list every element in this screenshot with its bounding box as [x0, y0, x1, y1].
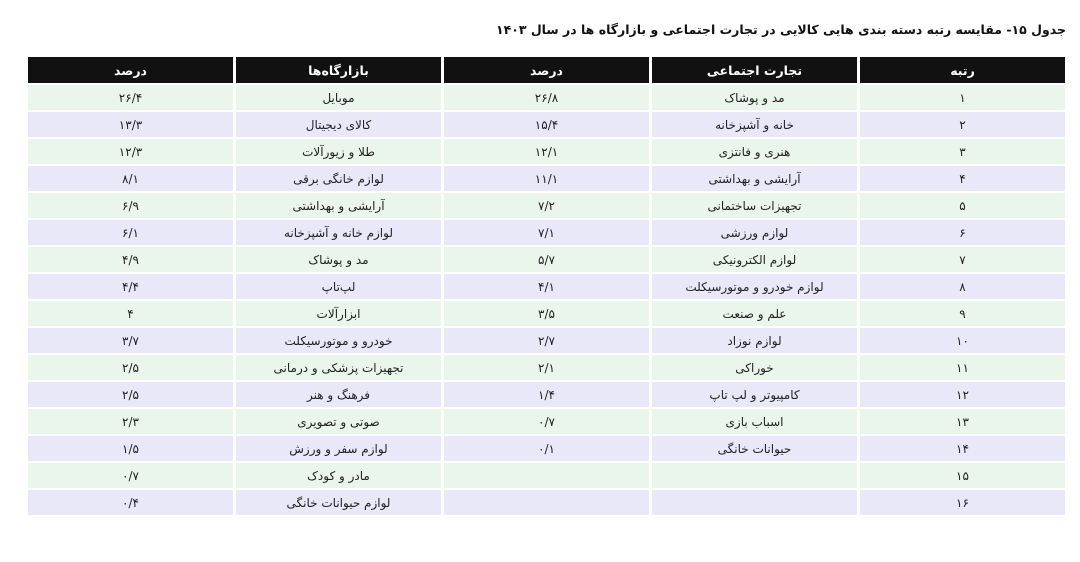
rank-cell: ۲: [860, 112, 1065, 137]
social-percent-cell: ۴/۱: [444, 274, 649, 299]
table-row: [28, 382, 1065, 407]
social-category-cell: آرایشی و بهداشتی: [652, 166, 857, 191]
market-percent-cell: ۱۲/۳: [28, 139, 233, 164]
table-row: [28, 409, 1065, 434]
header-social-percent: درصد: [444, 57, 649, 83]
table-row: [28, 112, 1065, 137]
market-category-cell: خودرو و موتورسیکلت: [236, 328, 441, 353]
ranking-table: [25, 55, 1068, 517]
rank-cell: ۳: [860, 139, 1065, 164]
market-percent-cell: ۱/۵: [28, 436, 233, 461]
table-row: [28, 166, 1065, 191]
social-category-cell: لوازم نوزاد: [652, 328, 857, 353]
social-percent-cell: [444, 463, 649, 488]
social-percent-cell: ۲/۱: [444, 355, 649, 380]
table-row: [28, 328, 1065, 353]
social-percent-cell: ۱/۴: [444, 382, 649, 407]
social-category-cell: حیوانات خانگی: [652, 436, 857, 461]
market-category-cell: مد و پوشاک: [236, 247, 441, 272]
header-market-percent: درصد: [28, 57, 233, 83]
header-marketplaces: بازارگاه‌ها: [236, 57, 441, 83]
social-category-cell: تجهیزات ساختمانی: [652, 193, 857, 218]
table-row: [28, 139, 1065, 164]
table-row: [28, 463, 1065, 488]
rank-cell: ۷: [860, 247, 1065, 272]
social-category-cell: هنری و فانتزی: [652, 139, 857, 164]
table-header-row: [28, 57, 1065, 83]
social-percent-cell: ۱۵/۴: [444, 112, 649, 137]
table-caption: جدول ۱۵- مقایسه رتبه دسته بندی هایی کالایی در تجارت اجتماعی و بازارگاه ها در سال ۱۴۰۳: [495, 22, 1066, 37]
table-row: [28, 355, 1065, 380]
rank-cell: ۱۶: [860, 490, 1065, 515]
market-percent-cell: ۸/۱: [28, 166, 233, 191]
rank-cell: ۸: [860, 274, 1065, 299]
social-percent-cell: ۲۶/۸: [444, 85, 649, 110]
social-category-cell: [652, 463, 857, 488]
market-category-cell: لوازم سفر و ورزش: [236, 436, 441, 461]
market-percent-cell: ۳/۷: [28, 328, 233, 353]
social-percent-cell: ۷/۲: [444, 193, 649, 218]
market-category-cell: صوتی و تصویری: [236, 409, 441, 434]
social-percent-cell: ۵/۷: [444, 247, 649, 272]
social-category-cell: کامپیوتر و لپ تاپ: [652, 382, 857, 407]
table-row: [28, 436, 1065, 461]
social-category-cell: علم و صنعت: [652, 301, 857, 326]
market-percent-cell: ۶/۹: [28, 193, 233, 218]
social-category-cell: اسباب بازی: [652, 409, 857, 434]
rank-cell: ۵: [860, 193, 1065, 218]
social-category-cell: مد و پوشاک: [652, 85, 857, 110]
market-percent-cell: ۲/۳: [28, 409, 233, 434]
rank-cell: ۶: [860, 220, 1065, 245]
market-percent-cell: ۲۶/۴: [28, 85, 233, 110]
market-percent-cell: ۶/۱: [28, 220, 233, 245]
market-category-cell: فرهنگ و هنر: [236, 382, 441, 407]
rank-cell: ۴: [860, 166, 1065, 191]
social-percent-cell: ۱۲/۱: [444, 139, 649, 164]
rank-cell: ۱۲: [860, 382, 1065, 407]
market-category-cell: لوازم خانگی برقی: [236, 166, 441, 191]
rank-cell: ۱: [860, 85, 1065, 110]
social-percent-cell: ۱۱/۱: [444, 166, 649, 191]
market-percent-cell: ۰/۴: [28, 490, 233, 515]
table-row: [28, 490, 1065, 515]
table-row: [28, 85, 1065, 110]
social-percent-cell: ۳/۵: [444, 301, 649, 326]
market-category-cell: لوازم خانه و آشپزخانه: [236, 220, 441, 245]
social-percent-cell: ۰/۱: [444, 436, 649, 461]
market-category-cell: مادر و کودک: [236, 463, 441, 488]
market-category-cell: آرایشی و بهداشتی: [236, 193, 441, 218]
rank-cell: ۱۴: [860, 436, 1065, 461]
social-category-cell: [652, 490, 857, 515]
rank-cell: ۱۵: [860, 463, 1065, 488]
table-row: [28, 274, 1065, 299]
market-category-cell: لپ‌تاپ: [236, 274, 441, 299]
market-category-cell: موبایل: [236, 85, 441, 110]
market-category-cell: تجهیزات پزشکی و درمانی: [236, 355, 441, 380]
social-category-cell: لوازم خودرو و موتورسیکلت: [652, 274, 857, 299]
social-percent-cell: ۷/۱: [444, 220, 649, 245]
rank-cell: ۱۰: [860, 328, 1065, 353]
header-social-commerce: تجارت اجتماعی: [652, 57, 857, 83]
table-row: [28, 193, 1065, 218]
social-category-cell: لوازم الکترونیکی: [652, 247, 857, 272]
table-row: [28, 301, 1065, 326]
social-category-cell: خانه و آشپزخانه: [652, 112, 857, 137]
social-percent-cell: [444, 490, 649, 515]
market-category-cell: ابزارآلات: [236, 301, 441, 326]
table-row: [28, 220, 1065, 245]
social-percent-cell: ۲/۷: [444, 328, 649, 353]
market-percent-cell: ۲/۵: [28, 382, 233, 407]
social-percent-cell: ۰/۷: [444, 409, 649, 434]
market-category-cell: لوازم حیوانات خانگی: [236, 490, 441, 515]
market-percent-cell: ۱۳/۳: [28, 112, 233, 137]
rank-cell: ۱۱: [860, 355, 1065, 380]
market-percent-cell: ۰/۷: [28, 463, 233, 488]
market-category-cell: طلا و زیورآلات: [236, 139, 441, 164]
market-percent-cell: ۴/۴: [28, 274, 233, 299]
social-category-cell: خوراکی: [652, 355, 857, 380]
rank-cell: ۹: [860, 301, 1065, 326]
rank-cell: ۱۳: [860, 409, 1065, 434]
header-rank: رتبه: [860, 57, 1065, 83]
market-percent-cell: ۴/۹: [28, 247, 233, 272]
social-category-cell: لوازم ورزشی: [652, 220, 857, 245]
market-percent-cell: ۲/۵: [28, 355, 233, 380]
market-percent-cell: ۴: [28, 301, 233, 326]
market-category-cell: کالای دیجیتال: [236, 112, 441, 137]
table-row: [28, 247, 1065, 272]
